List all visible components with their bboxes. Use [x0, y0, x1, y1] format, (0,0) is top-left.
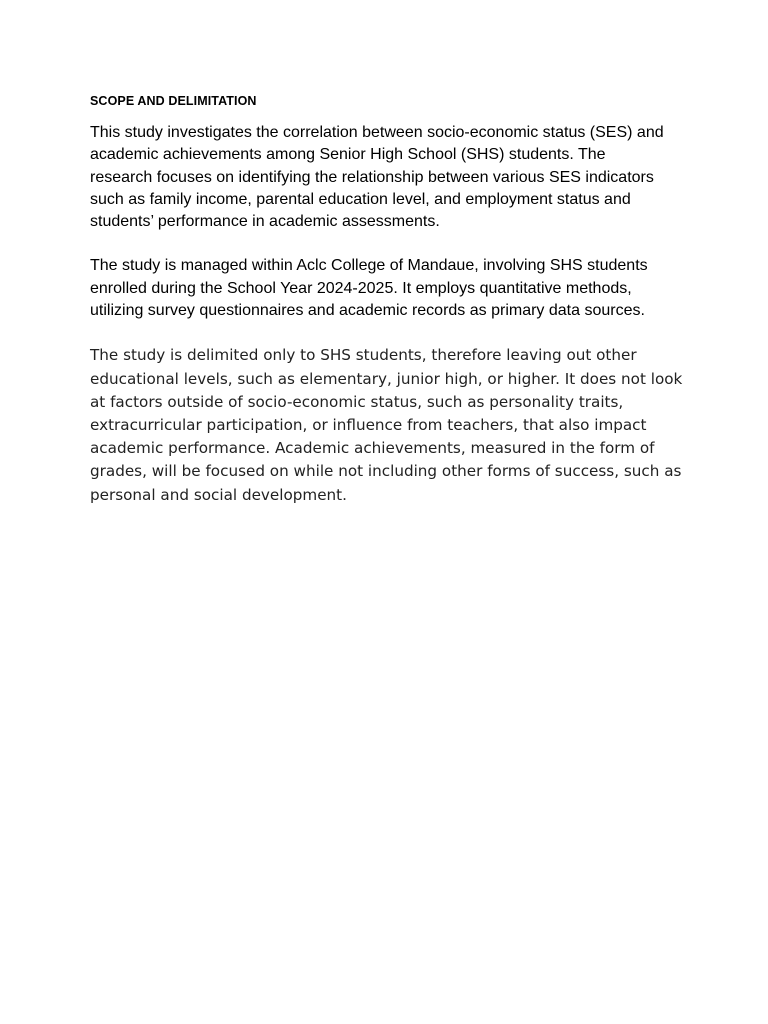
paragraph-line: enrolled during the School Year 2024-2025. It employs quantitative methods,	[90, 279, 632, 297]
paragraph-line: extracurricular participation, or influence from teachers, that also impact	[90, 415, 647, 434]
paragraph-line: academic achievements among Senior High School (SHS) students. The	[90, 146, 606, 164]
paragraph-line: such as family income, parental education level, and employment status and	[90, 190, 631, 208]
paragraph-line: educational levels, such as elementary, junior high, or higher. It does not look	[90, 369, 683, 388]
paragraph-delimitation	[90, 344, 690, 506]
paragraph-line: personal and social development.	[90, 485, 347, 504]
paragraph-line: students’ performance in academic assessments.	[90, 213, 440, 231]
paragraph-line: academic performance. Academic achievements, measured in the form of	[90, 439, 655, 458]
paragraph-line: This study investigates the correlation between socio-economic status (SES) and	[90, 124, 664, 141]
paragraph-line: at factors outside of socio-economic status, such as personality traits,	[90, 392, 624, 411]
section-heading: SCOPE AND DELIMITATION	[90, 94, 257, 108]
paragraph-scope	[90, 122, 690, 233]
paragraph-line: The study is delimited only to SHS students, therefore leaving out other	[90, 346, 637, 365]
paragraph-line: The study is managed within Aclc College of Mandaue, involving SHS students	[90, 257, 648, 275]
paragraph-setting	[90, 255, 690, 322]
document-body	[90, 92, 690, 529]
paragraph-line: utilizing survey questionnaires and academic records as primary data sources.	[90, 302, 645, 320]
paragraph-line: research focuses on identifying the relationship between various SES indicators	[90, 168, 654, 186]
paragraph-line: grades, will be focused on while not including other forms of success, such as	[90, 462, 682, 481]
